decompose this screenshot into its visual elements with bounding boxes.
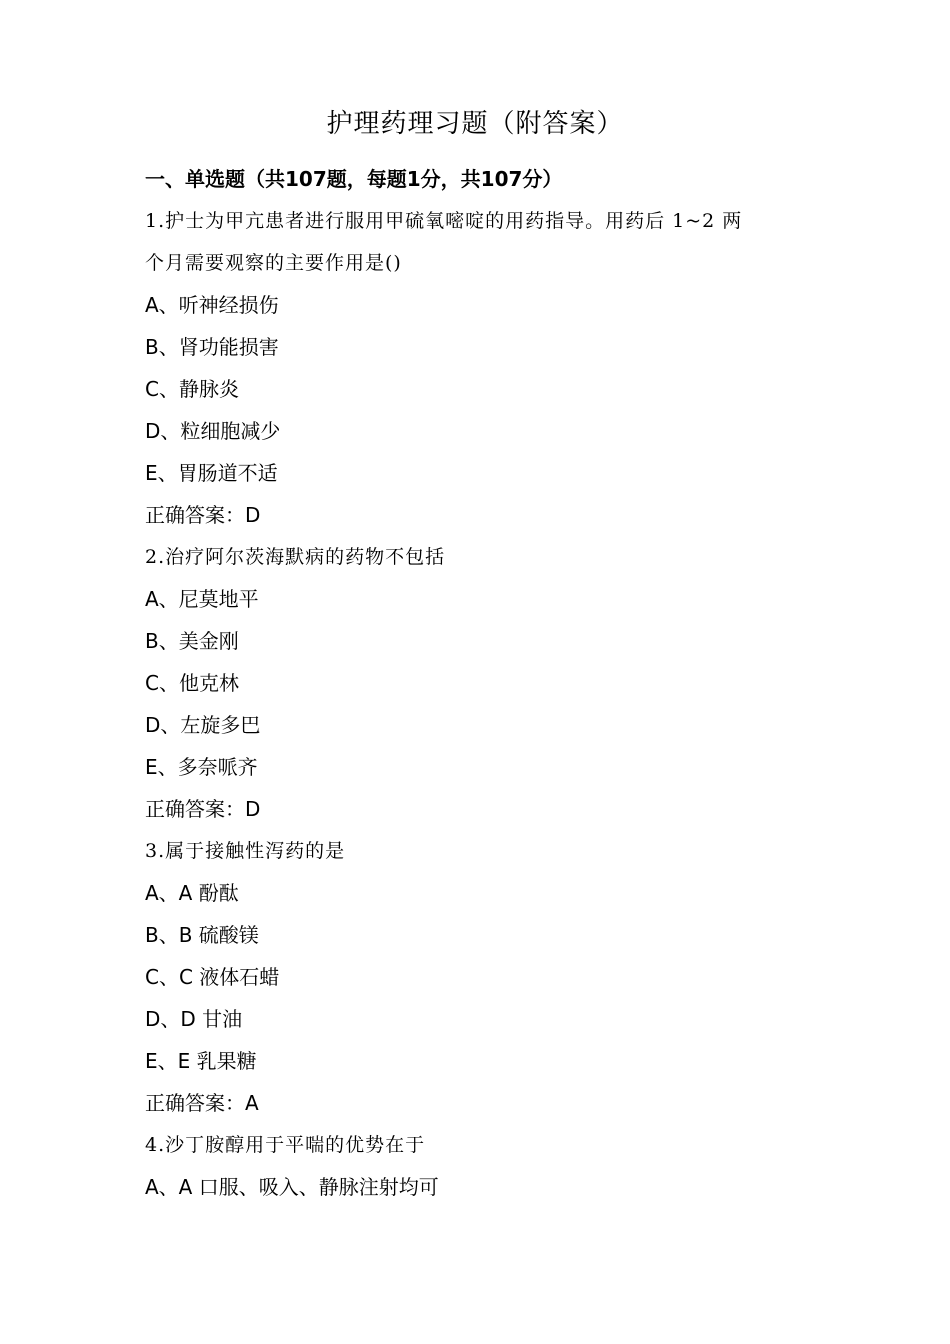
- option-d: D、粒细胞减少: [145, 419, 281, 443]
- option-b: B、肾功能损害: [145, 335, 279, 359]
- option-a: A、听神经损伤: [145, 293, 279, 317]
- question-stem-line: 1.护士为甲亢患者进行服用甲硫氧嘧啶的用药指导。用药后 1~2 两: [145, 210, 743, 232]
- correct-answer: 正确答案：A: [145, 1091, 259, 1115]
- option-d: D、D 甘油: [145, 1007, 243, 1031]
- question-stem-line: 4.沙丁胺醇用于平喘的优势在于: [145, 1134, 426, 1156]
- section-heading: 一、单选题（共107题，每题1分，共107分）: [145, 167, 563, 191]
- option-b: B、B 硫酸镁: [145, 923, 259, 947]
- option-e: E、E 乳果糖: [145, 1049, 257, 1073]
- option-d: D、左旋多巴: [145, 713, 261, 737]
- question-4: [145, 1124, 810, 1208]
- question-1: [145, 200, 810, 536]
- document-body: [145, 158, 810, 1208]
- question-3: [145, 830, 810, 1124]
- question-stem-line: 个月需要观察的主要作用是(): [145, 252, 402, 274]
- option-c: C、C 液体石蜡: [145, 965, 280, 989]
- option-b: B、美金刚: [145, 629, 239, 653]
- document-title: 护理药理习题（附答案）: [326, 109, 624, 139]
- correct-answer: 正确答案：D: [145, 503, 261, 527]
- option-c: C、静脉炎: [145, 377, 239, 401]
- option-e: E、多奈哌齐: [145, 755, 258, 779]
- question-stem-line: 3.属于接触性泻药的是: [145, 840, 346, 862]
- option-a: A、A 口服、吸入、静脉注射均可: [145, 1175, 439, 1199]
- question-stem-line: 2.治疗阿尔茨海默病的药物不包括: [145, 546, 446, 568]
- option-a: A、尼莫地平: [145, 587, 259, 611]
- option-e: E、胃肠道不适: [145, 461, 278, 485]
- question-2: [145, 536, 810, 830]
- option-a: A、A 酚酞: [145, 881, 239, 905]
- correct-answer: 正确答案：D: [145, 797, 261, 821]
- option-c: C、他克林: [145, 671, 239, 695]
